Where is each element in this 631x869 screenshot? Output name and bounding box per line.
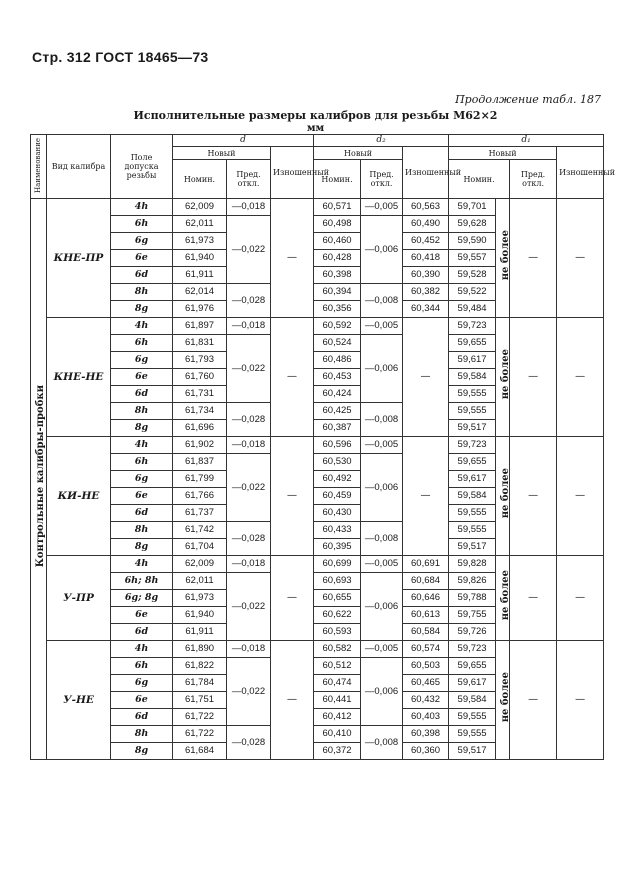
- d1-nominal: 59,655: [449, 454, 496, 471]
- d2-nominal: 60,425: [314, 403, 361, 420]
- d-nominal: 61,722: [173, 709, 227, 726]
- d-deviation: —0,022: [227, 216, 271, 284]
- d-deviation: —0,022: [227, 573, 271, 641]
- d1-nominal: 59,655: [449, 658, 496, 675]
- gauge-kind: КНЕ-ПР: [47, 199, 111, 318]
- d2-nominal: 60,474: [314, 675, 361, 692]
- d1-deviation: —: [510, 318, 557, 437]
- d2-deviation: —0,006: [361, 335, 403, 403]
- d2-worn: 60,613: [403, 607, 449, 624]
- d2-deviation: —0,008: [361, 403, 403, 437]
- d-nominal: 61,973: [173, 233, 227, 250]
- gauge-dimensions-table: [30, 134, 616, 760]
- d2-worn: 60,684: [403, 573, 449, 590]
- d2-worn: 60,465: [403, 675, 449, 692]
- header-d2: d₂: [314, 135, 449, 147]
- d2-deviation: —0,006: [361, 658, 403, 726]
- d-nominal: 61,799: [173, 471, 227, 488]
- page-header: Стр. 312 ГОСТ 18465—73: [32, 49, 209, 65]
- d-nominal: 62,011: [173, 573, 227, 590]
- d-nominal: 61,793: [173, 352, 227, 369]
- header-d2-nominal: Номин.: [314, 160, 361, 199]
- d-nominal: 61,822: [173, 658, 227, 675]
- d2-nominal: 60,530: [314, 454, 361, 471]
- d2-deviation: —0,005: [361, 437, 403, 454]
- tolerance-field: 8h: [111, 284, 173, 301]
- d1-nominal: 59,555: [449, 726, 496, 743]
- d2-nominal: 60,592: [314, 318, 361, 335]
- table-row: [31, 641, 604, 658]
- tolerance-field: 8g: [111, 301, 173, 318]
- d1-nominal: 59,617: [449, 675, 496, 692]
- d2-deviation: —0,006: [361, 573, 403, 641]
- d-nominal: 62,009: [173, 199, 227, 216]
- d-deviation: —0,028: [227, 403, 271, 437]
- not-more-note: не более: [496, 556, 510, 641]
- tolerance-field: 6e: [111, 607, 173, 624]
- d2-worn: 60,344: [403, 301, 449, 318]
- d2-worn: —: [403, 437, 449, 556]
- table-row: [31, 556, 604, 573]
- d1-deviation: —: [510, 437, 557, 556]
- group-label: Контрольные калибры-пробки: [31, 199, 47, 760]
- tolerance-field: 4h: [111, 199, 173, 216]
- d-deviation: —0,018: [227, 641, 271, 658]
- d2-worn: 60,503: [403, 658, 449, 675]
- d2-nominal: 60,486: [314, 352, 361, 369]
- tolerance-field: 8h: [111, 403, 173, 420]
- d-deviation: —0,028: [227, 284, 271, 318]
- d2-nominal: 60,412: [314, 709, 361, 726]
- d-nominal: 61,737: [173, 505, 227, 522]
- d2-nominal: 60,512: [314, 658, 361, 675]
- d2-deviation: —0,008: [361, 726, 403, 760]
- tolerance-field: 6d: [111, 709, 173, 726]
- d2-nominal: 60,394: [314, 284, 361, 301]
- d-nominal: 61,976: [173, 301, 227, 318]
- gauge-kind: КНЕ-НЕ: [47, 318, 111, 437]
- d1-nominal: 59,555: [449, 403, 496, 420]
- d2-deviation: —0,005: [361, 556, 403, 573]
- d-worn: —: [271, 641, 314, 760]
- d-deviation: —0,018: [227, 437, 271, 454]
- d-nominal: 61,696: [173, 420, 227, 437]
- d-nominal: 62,011: [173, 216, 227, 233]
- table-continuation-note: Продолжение табл. 187: [455, 93, 601, 106]
- header-d1-deviation: Пред. откл.: [510, 160, 557, 199]
- d2-deviation: —0,006: [361, 216, 403, 284]
- d-worn: —: [271, 318, 314, 437]
- d2-nominal: 60,582: [314, 641, 361, 658]
- d-worn: —: [271, 556, 314, 641]
- tolerance-field: 6h: [111, 454, 173, 471]
- tolerance-field: 8h: [111, 726, 173, 743]
- tolerance-field: 6d: [111, 624, 173, 641]
- d1-nominal: 59,517: [449, 743, 496, 760]
- d1-nominal: 59,555: [449, 709, 496, 726]
- tolerance-field: 4h: [111, 556, 173, 573]
- header-d-new: Новый: [173, 147, 271, 160]
- d2-nominal: 60,356: [314, 301, 361, 318]
- d1-nominal: 59,584: [449, 369, 496, 386]
- d-nominal: 61,766: [173, 488, 227, 505]
- d2-nominal: 60,410: [314, 726, 361, 743]
- d-deviation: —0,018: [227, 199, 271, 216]
- d-nominal: 61,760: [173, 369, 227, 386]
- d-nominal: 61,940: [173, 607, 227, 624]
- tolerance-field: 4h: [111, 641, 173, 658]
- d1-nominal: 59,701: [449, 199, 496, 216]
- not-more-note: не более: [496, 641, 510, 760]
- d-nominal: 62,009: [173, 556, 227, 573]
- tolerance-field: 6h: [111, 335, 173, 352]
- d-nominal: 61,831: [173, 335, 227, 352]
- d-nominal: 61,742: [173, 522, 227, 539]
- d2-worn: 60,691: [403, 556, 449, 573]
- d2-worn: —: [403, 318, 449, 437]
- d-nominal: 61,734: [173, 403, 227, 420]
- d-nominal: 61,902: [173, 437, 227, 454]
- d2-nominal: 60,398: [314, 267, 361, 284]
- d2-deviation: —0,005: [361, 199, 403, 216]
- d2-nominal: 60,428: [314, 250, 361, 267]
- d2-worn: 60,418: [403, 250, 449, 267]
- d1-nominal: 59,617: [449, 352, 496, 369]
- d1-nominal: 59,528: [449, 267, 496, 284]
- d-deviation: —0,028: [227, 522, 271, 556]
- d2-deviation: —0,005: [361, 318, 403, 335]
- table-row: [31, 199, 604, 216]
- d2-worn: 60,360: [403, 743, 449, 760]
- header-d1: d₁: [449, 135, 604, 147]
- tolerance-field: 6e: [111, 369, 173, 386]
- header-d2-deviation: Пред. откл.: [361, 160, 403, 199]
- tolerance-field: 6g; 8g: [111, 590, 173, 607]
- tolerance-field: 6h: [111, 658, 173, 675]
- d1-worn: —: [557, 556, 604, 641]
- d1-deviation: —: [510, 556, 557, 641]
- d-nominal: 61,684: [173, 743, 227, 760]
- d2-nominal: 60,441: [314, 692, 361, 709]
- d-nominal: 61,940: [173, 250, 227, 267]
- tolerance-field: 6g: [111, 471, 173, 488]
- d2-nominal: 60,498: [314, 216, 361, 233]
- d-worn: —: [271, 199, 314, 318]
- tolerance-field: 6h; 8h: [111, 573, 173, 590]
- header-d1-nominal: Номин.: [449, 160, 510, 199]
- d1-nominal: 59,723: [449, 318, 496, 335]
- d1-deviation: —: [510, 641, 557, 760]
- d-nominal: 61,837: [173, 454, 227, 471]
- d2-nominal: 60,424: [314, 386, 361, 403]
- d-nominal: 61,897: [173, 318, 227, 335]
- not-more-note: не более: [496, 199, 510, 318]
- d-worn: —: [271, 437, 314, 556]
- d1-nominal: 59,723: [449, 641, 496, 658]
- d2-nominal: 60,430: [314, 505, 361, 522]
- d2-worn: 60,574: [403, 641, 449, 658]
- header-d2-worn: Изношенный: [403, 147, 449, 199]
- header-tolerance-field: Поле допуска резьбы: [111, 135, 173, 199]
- d2-nominal: 60,460: [314, 233, 361, 250]
- d1-nominal: 59,828: [449, 556, 496, 573]
- d-deviation: —0,018: [227, 556, 271, 573]
- tolerance-field: 6h: [111, 216, 173, 233]
- d2-nominal: 60,622: [314, 607, 361, 624]
- d1-deviation: —: [510, 199, 557, 318]
- d-nominal: 61,731: [173, 386, 227, 403]
- tolerance-field: 8g: [111, 420, 173, 437]
- d2-nominal: 60,453: [314, 369, 361, 386]
- d-deviation: —0,018: [227, 318, 271, 335]
- d1-nominal: 59,655: [449, 335, 496, 352]
- header-d1-new: Новый: [449, 147, 557, 160]
- d2-nominal: 60,433: [314, 522, 361, 539]
- d1-worn: —: [557, 641, 604, 760]
- d1-nominal: 59,726: [449, 624, 496, 641]
- d-nominal: 61,722: [173, 726, 227, 743]
- d-nominal: 61,890: [173, 641, 227, 658]
- d1-worn: —: [557, 199, 604, 318]
- gauge-kind: У-ПР: [47, 556, 111, 641]
- d-nominal: 61,751: [173, 692, 227, 709]
- d2-worn: 60,584: [403, 624, 449, 641]
- d2-nominal: 60,372: [314, 743, 361, 760]
- d1-nominal: 59,590: [449, 233, 496, 250]
- tolerance-field: 6d: [111, 386, 173, 403]
- d-deviation: —0,022: [227, 454, 271, 522]
- d1-nominal: 59,755: [449, 607, 496, 624]
- d1-worn: —: [557, 437, 604, 556]
- tolerance-field: 8g: [111, 539, 173, 556]
- d1-nominal: 59,617: [449, 471, 496, 488]
- d1-nominal: 59,826: [449, 573, 496, 590]
- tolerance-field: 6g: [111, 352, 173, 369]
- d2-deviation: —0,005: [361, 641, 403, 658]
- d2-deviation: —0,008: [361, 284, 403, 318]
- header-d2-new: Новый: [314, 147, 403, 160]
- not-more-note: не более: [496, 437, 510, 556]
- d2-nominal: 60,571: [314, 199, 361, 216]
- header-kind: Вид калибра: [47, 135, 111, 199]
- d2-worn: 60,452: [403, 233, 449, 250]
- d2-nominal: 60,524: [314, 335, 361, 352]
- d-nominal: 61,784: [173, 675, 227, 692]
- table-title: Исполнительные размеры калибров для резьбы М62×2: [133, 109, 498, 122]
- d1-nominal: 59,522: [449, 284, 496, 301]
- tolerance-field: 4h: [111, 318, 173, 335]
- d1-nominal: 59,584: [449, 488, 496, 505]
- d2-nominal: 60,596: [314, 437, 361, 454]
- d2-nominal: 60,655: [314, 590, 361, 607]
- d2-worn: 60,490: [403, 216, 449, 233]
- d2-worn: 60,398: [403, 726, 449, 743]
- d2-nominal: 60,459: [314, 488, 361, 505]
- d-nominal: 61,973: [173, 590, 227, 607]
- tolerance-field: 6e: [111, 250, 173, 267]
- unit-label: мм: [306, 123, 325, 134]
- d2-worn: 60,432: [403, 692, 449, 709]
- d1-nominal: 59,723: [449, 437, 496, 454]
- d-nominal: 61,911: [173, 624, 227, 641]
- header-d-nominal: Номин.: [173, 160, 227, 199]
- d1-nominal: 59,555: [449, 522, 496, 539]
- d2-deviation: —0,006: [361, 454, 403, 522]
- d1-nominal: 59,555: [449, 386, 496, 403]
- d-deviation: —0,022: [227, 335, 271, 403]
- d-deviation: —0,022: [227, 658, 271, 726]
- d1-nominal: 59,517: [449, 420, 496, 437]
- d2-worn: 60,563: [403, 199, 449, 216]
- d2-nominal: 60,699: [314, 556, 361, 573]
- d2-nominal: 60,395: [314, 539, 361, 556]
- d1-worn: —: [557, 318, 604, 437]
- d2-nominal: 60,593: [314, 624, 361, 641]
- d2-worn: 60,382: [403, 284, 449, 301]
- tolerance-field: 6d: [111, 505, 173, 522]
- d-deviation: —0,028: [227, 726, 271, 760]
- tolerance-field: 6e: [111, 692, 173, 709]
- gauge-kind: КИ-НЕ: [47, 437, 111, 556]
- d2-nominal: 60,492: [314, 471, 361, 488]
- d1-nominal: 59,628: [449, 216, 496, 233]
- d1-nominal: 59,557: [449, 250, 496, 267]
- d1-nominal: 59,584: [449, 692, 496, 709]
- header-d-deviation: Пред. откл.: [227, 160, 271, 199]
- d1-nominal: 59,788: [449, 590, 496, 607]
- d-nominal: 61,704: [173, 539, 227, 556]
- tolerance-field: 4h: [111, 437, 173, 454]
- not-more-note: не более: [496, 318, 510, 437]
- d1-nominal: 59,517: [449, 539, 496, 556]
- header-d-worn: Изношенный: [271, 147, 314, 199]
- d1-nominal: 59,484: [449, 301, 496, 318]
- d2-deviation: —0,008: [361, 522, 403, 556]
- header-d: d: [173, 135, 314, 147]
- d2-worn: 60,403: [403, 709, 449, 726]
- header-name: Наименование: [31, 135, 47, 199]
- table-row: [31, 318, 604, 335]
- d1-nominal: 59,555: [449, 505, 496, 522]
- gauge-kind: У-НЕ: [47, 641, 111, 760]
- d2-worn: 60,390: [403, 267, 449, 284]
- tolerance-field: 6d: [111, 267, 173, 284]
- d-nominal: 61,911: [173, 267, 227, 284]
- table-row: [31, 437, 604, 454]
- tolerance-field: 8g: [111, 743, 173, 760]
- tolerance-field: 6g: [111, 233, 173, 250]
- d2-worn: 60,646: [403, 590, 449, 607]
- d2-nominal: 60,387: [314, 420, 361, 437]
- table-body: [31, 199, 604, 760]
- header-d1-worn: Изношенный: [557, 147, 604, 199]
- tolerance-field: 6g: [111, 675, 173, 692]
- tolerance-field: 6e: [111, 488, 173, 505]
- d-nominal: 62,014: [173, 284, 227, 301]
- tolerance-field: 8h: [111, 522, 173, 539]
- d2-nominal: 60,693: [314, 573, 361, 590]
